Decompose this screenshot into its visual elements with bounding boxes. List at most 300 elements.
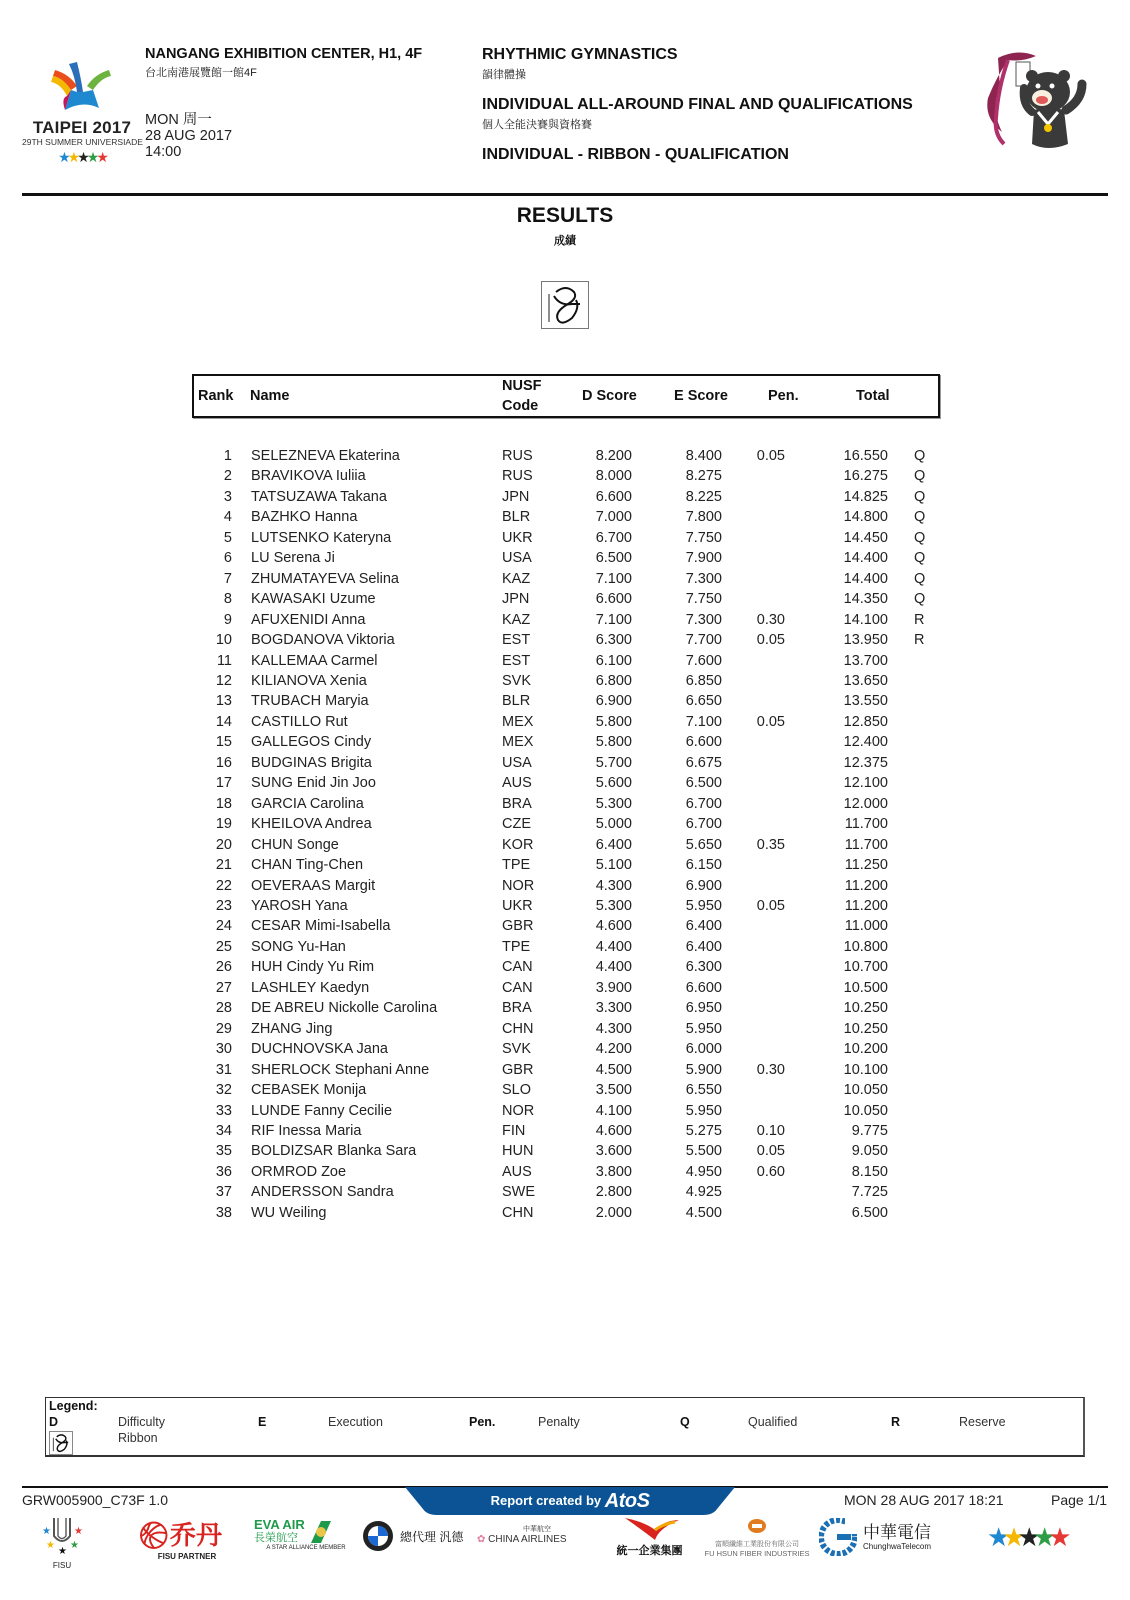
cell-nusf-code: TPE	[502, 857, 531, 874]
mascot-bear-icon	[978, 48, 1093, 156]
results-title: RESULTS	[516, 204, 614, 227]
cell-nusf-code: AUS	[502, 775, 532, 792]
cell-name: LUNDE Fanny Cecilie	[251, 1102, 393, 1119]
venue	[145, 46, 422, 80]
cell-total: 10.100	[843, 1061, 888, 1078]
sport-name-zh: 韻律體操	[482, 69, 526, 81]
cell-nusf-code: MEX	[502, 713, 534, 730]
cell-d-score: 6.600	[595, 591, 632, 608]
cell-rank: 7	[223, 570, 232, 587]
column-header-total: Total	[856, 388, 890, 404]
cell-e-score: 7.800	[685, 509, 722, 526]
cell-qualification: Q	[914, 488, 926, 505]
column-header-nusf-code	[502, 376, 541, 416]
cell-nusf-code: NOR	[502, 1102, 535, 1119]
uni-president-logo-icon	[615, 1516, 685, 1542]
table-row	[192, 957, 952, 977]
sponsor-qiaodan-label: FISU PARTNER	[157, 1552, 217, 1561]
cell-name: CESAR Mimi-Isabella	[251, 918, 391, 935]
cell-total: 14.800	[843, 509, 888, 526]
cell-total: 6.500	[851, 1204, 888, 1221]
table-row	[192, 1060, 952, 1080]
cell-nusf-code: KOR	[502, 836, 534, 853]
cell-rank: 4	[223, 509, 232, 526]
cell-e-score: 6.600	[685, 734, 722, 751]
column-header-d-score: D Score	[582, 388, 637, 404]
column-header-nusf: NUSF	[502, 378, 542, 394]
cell-d-score: 3.600	[595, 1143, 632, 1160]
plum-blossom-icon: ✿	[477, 1534, 486, 1545]
cell-e-score: 7.300	[685, 570, 722, 587]
table-row	[192, 1162, 952, 1182]
cell-e-score: 6.400	[685, 918, 722, 935]
cell-nusf-code: CHN	[502, 1020, 534, 1037]
sponsor-eva-air-text: EVA AIR	[254, 1517, 305, 1532]
cell-name: BOLDIZSAR Blanka Sara	[251, 1143, 417, 1160]
venue-name-en: NANGANG EXHIBITION CENTER, H1, 4F	[145, 46, 423, 62]
cell-total: 10.050	[843, 1102, 888, 1119]
cell-rank: 27	[215, 979, 232, 996]
cell-total: 11.000	[844, 918, 888, 935]
sponsor-fu-hsun	[702, 1518, 812, 1558]
event-datetime	[145, 112, 232, 160]
table-row	[192, 835, 952, 855]
cell-name: CASTILLO Rut	[251, 713, 348, 730]
sponsor-bmw	[362, 1520, 482, 1552]
cell-name: BAZHKO Hanna	[251, 509, 358, 526]
table-row	[192, 998, 952, 1018]
cell-rank: 21	[215, 857, 232, 874]
cell-d-score: 5.000	[595, 816, 632, 833]
report-credit-prefix: Report created by	[490, 1493, 602, 1508]
venue-name-zh: 台北南港展覽館一館4F	[145, 67, 257, 79]
svg-text:★: ★	[74, 1526, 83, 1537]
cell-nusf-code: FIN	[502, 1122, 526, 1139]
cell-nusf-code: JPN	[502, 591, 530, 608]
report-credit	[405, 1490, 735, 1512]
cell-rank: 14	[215, 713, 232, 730]
cell-name: RIF Inessa Maria	[251, 1122, 362, 1139]
cell-e-score: 5.950	[685, 897, 722, 914]
cell-penalty: 0.30	[756, 1061, 785, 1078]
cell-d-score: 8.000	[595, 468, 632, 485]
cell-qualification: Q	[914, 570, 926, 587]
table-row	[192, 1203, 952, 1223]
column-header-code: Code	[502, 398, 539, 414]
cell-e-score: 6.400	[685, 938, 722, 955]
cell-total: 8.150	[851, 1163, 888, 1180]
cell-nusf-code: USA	[502, 754, 532, 771]
cell-qualification: Q	[914, 529, 926, 546]
cell-rank: 26	[215, 959, 232, 976]
page-number: Page 1/1	[1051, 1492, 1108, 1508]
cell-e-score: 6.950	[685, 1000, 722, 1017]
cell-nusf-code: AUS	[502, 1163, 532, 1180]
table-row	[192, 528, 952, 548]
cell-d-score: 6.400	[595, 836, 632, 853]
cell-d-score: 5.800	[595, 734, 632, 751]
cell-e-score: 8.400	[685, 448, 722, 464]
cell-name: ANDERSSON Sandra	[251, 1184, 394, 1201]
cell-name: BOGDANOVA Viktoria	[251, 632, 395, 649]
cell-qualification: Q	[914, 468, 926, 485]
cell-qualification: Q	[914, 550, 926, 567]
sponsor-china-airlines	[477, 1524, 597, 1545]
cell-name: CEBASEK Monija	[251, 1082, 367, 1099]
legend-key-q: Q	[680, 1415, 690, 1429]
sponsor-china-airlines-text: CHINA AIRLINES	[488, 1534, 567, 1545]
cell-total: 11.250	[844, 857, 888, 874]
universiade-stars-footer-icon: ★★★★★	[987, 1522, 1064, 1552]
universiade-logo	[22, 56, 142, 166]
cell-e-score: 7.900	[685, 550, 722, 567]
cell-nusf-code: GBR	[502, 1061, 534, 1078]
event-day: MON 周一	[145, 112, 212, 128]
sponsor-eva-air-label: A STAR ALLIANCE MEMBER	[266, 1545, 346, 1551]
cell-qualification: R	[914, 632, 925, 649]
cell-e-score: 5.275	[685, 1122, 722, 1139]
cell-nusf-code: EST	[502, 632, 531, 649]
cell-e-score: 5.900	[685, 1061, 722, 1078]
cell-d-score: 4.600	[595, 918, 632, 935]
cell-nusf-code: TPE	[502, 938, 531, 955]
cell-e-score: 6.675	[685, 754, 722, 771]
cell-name: WU Weiling	[251, 1204, 327, 1221]
cell-nusf-code: SLO	[502, 1082, 532, 1099]
cell-nusf-code: USA	[502, 550, 532, 567]
cell-rank: 17	[215, 775, 232, 792]
sponsor-china-airlines-text-zh: 中華航空	[523, 1526, 551, 1533]
cell-nusf-code: SWE	[502, 1184, 536, 1201]
cell-d-score: 3.900	[595, 979, 632, 996]
cell-d-score: 5.700	[595, 754, 632, 771]
cell-rank: 34	[215, 1122, 232, 1139]
cell-rank: 23	[215, 897, 232, 914]
cell-rank: 10	[215, 632, 232, 649]
cell-d-score: 5.100	[595, 857, 632, 874]
cell-total: 14.400	[843, 550, 888, 567]
sponsor-eva-air-text-zh: 長榮航空	[254, 1532, 298, 1544]
table-row	[192, 814, 952, 834]
cell-nusf-code: GBR	[502, 918, 534, 935]
cell-nusf-code: EST	[502, 652, 531, 669]
universiade-stars-icon: ★★★★★	[58, 149, 106, 165]
cell-e-score: 6.150	[685, 857, 722, 874]
table-row	[192, 1019, 952, 1039]
cell-total: 9.775	[851, 1122, 888, 1139]
cell-nusf-code: UKR	[502, 897, 533, 914]
bmw-logo-icon	[362, 1520, 394, 1552]
cell-e-score: 6.550	[685, 1082, 722, 1099]
results-title-zh: 成績	[554, 235, 576, 247]
cell-rank: 11	[216, 652, 232, 669]
svg-text:★: ★	[58, 1546, 67, 1556]
results-table-header	[192, 374, 940, 418]
cell-total: 10.800	[843, 938, 888, 955]
table-row	[192, 732, 952, 752]
cell-d-score: 4.100	[595, 1102, 632, 1119]
cell-total: 11.700	[844, 836, 888, 853]
cell-name: TRUBACH Maryia	[251, 693, 369, 710]
cell-penalty: 0.05	[756, 448, 785, 464]
column-header-rank: Rank	[198, 388, 234, 404]
sponsor-chunghwa-telecom-text-zh: 中華電信	[863, 1523, 931, 1542]
cell-name: BUDGINAS Brigita	[251, 754, 372, 771]
legend-value-ribbon: Ribbon	[118, 1431, 158, 1445]
cell-rank: 38	[215, 1204, 232, 1221]
cell-rank: 16	[215, 754, 232, 771]
cell-e-score: 4.925	[685, 1184, 722, 1201]
cell-total: 16.550	[843, 448, 888, 464]
cell-rank: 24	[215, 918, 232, 935]
cell-rank: 19	[215, 816, 232, 833]
cell-e-score: 6.850	[685, 672, 722, 689]
cell-d-score: 4.200	[595, 1041, 632, 1058]
table-row	[192, 978, 952, 998]
cell-nusf-code: BRA	[502, 795, 532, 812]
table-row	[192, 1121, 952, 1141]
cell-name: KHEILOVA Andrea	[251, 816, 372, 833]
cell-name: GALLEGOS Cindy	[251, 734, 372, 751]
svg-text:★: ★	[42, 1526, 51, 1537]
legend-value-penalty: Penalty	[538, 1415, 580, 1429]
cell-rank: 15	[215, 734, 232, 751]
table-row	[192, 1080, 952, 1100]
sponsor-chunghwa-telecom	[819, 1518, 949, 1556]
fu-hsun-logo-icon	[747, 1518, 767, 1534]
cell-total: 13.650	[843, 672, 888, 689]
cell-nusf-code: KAZ	[502, 570, 531, 587]
cell-d-score: 2.000	[595, 1204, 632, 1221]
cell-total: 11.200	[844, 897, 888, 914]
cell-d-score: 6.600	[595, 488, 632, 505]
cell-name: YAROSH Yana	[251, 897, 348, 914]
sponsor-uni-president	[607, 1516, 692, 1558]
cell-e-score: 4.950	[685, 1163, 722, 1180]
cell-rank: 32	[215, 1082, 232, 1099]
table-row	[192, 712, 952, 732]
cell-qualification: Q	[914, 448, 926, 464]
cell-total: 11.700	[844, 816, 888, 833]
sponsor-fu-hsun-text: FU HSUN FIBER INDUSTRIES	[704, 1549, 810, 1558]
cell-e-score: 8.275	[685, 468, 722, 485]
table-row	[192, 896, 952, 916]
cell-total: 12.100	[843, 775, 888, 792]
cell-rank: 6	[223, 550, 232, 567]
cell-d-score: 6.300	[595, 632, 632, 649]
cell-rank: 28	[215, 1000, 232, 1017]
cell-total: 12.000	[843, 795, 888, 812]
cell-nusf-code: KAZ	[502, 611, 531, 628]
cell-e-score: 6.650	[685, 693, 722, 710]
cell-e-score: 6.700	[685, 816, 722, 833]
cell-d-score: 4.400	[595, 938, 632, 955]
cell-penalty: 0.30	[756, 611, 785, 628]
cell-nusf-code: BRA	[502, 1000, 532, 1017]
cell-penalty: 0.35	[756, 836, 785, 853]
cell-nusf-code: HUN	[502, 1143, 534, 1160]
cell-rank: 31	[215, 1061, 232, 1078]
cell-d-score: 3.500	[595, 1082, 632, 1099]
phase-name-en: INDIVIDUAL - RIBBON - QUALIFICATION	[482, 146, 789, 163]
table-row	[192, 773, 952, 793]
cell-total: 14.100	[843, 611, 888, 628]
cell-e-score: 6.000	[685, 1041, 722, 1058]
cell-name: DUCHNOVSKA Jana	[251, 1041, 388, 1058]
cell-d-score: 6.700	[595, 529, 632, 546]
cell-total: 14.825	[843, 488, 888, 505]
logo-title: TAIPEI 2017	[32, 118, 132, 137]
cell-nusf-code: SVK	[502, 1041, 532, 1058]
cell-name: OEVERAAS Margit	[251, 877, 376, 894]
sponsor-uni-president-text: 統一企業集團	[616, 1545, 683, 1557]
svg-text:★: ★	[46, 1540, 55, 1551]
sponsor-fisu	[34, 1516, 90, 1570]
cell-d-score: 7.100	[595, 611, 632, 628]
cell-e-score: 7.750	[685, 529, 722, 546]
cell-nusf-code: UKR	[502, 529, 533, 546]
cell-nusf-code: RUS	[502, 448, 533, 464]
table-row	[192, 691, 952, 711]
cell-nusf-code: MEX	[502, 734, 534, 751]
table-row	[192, 855, 952, 875]
column-header-penalty: Pen.	[768, 388, 799, 404]
svg-text:★: ★	[70, 1540, 79, 1551]
cell-d-score: 6.500	[595, 550, 632, 567]
table-row	[192, 1182, 952, 1202]
qiaodan-runner-icon: 🏀︎	[137, 1520, 171, 1550]
cell-e-score: 5.950	[685, 1020, 722, 1037]
cell-e-score: 6.300	[685, 959, 722, 976]
cell-nusf-code: RUS	[502, 468, 533, 485]
cell-nusf-code: BLR	[502, 509, 531, 526]
cell-d-score: 2.800	[595, 1184, 632, 1201]
legend	[45, 1397, 1085, 1457]
cell-rank: 13	[215, 693, 232, 710]
table-row	[192, 1101, 952, 1121]
cell-nusf-code: CAN	[502, 959, 533, 976]
legend-value-reserve: Reserve	[959, 1415, 1006, 1429]
cell-e-score: 6.700	[685, 795, 722, 812]
cell-name: HUH Cindy Yu Rim	[251, 959, 375, 976]
table-row	[192, 651, 952, 671]
document-code: GRW005900_C73F 1.0	[22, 1492, 169, 1508]
cell-nusf-code: CZE	[502, 816, 531, 833]
table-row	[192, 446, 952, 466]
cell-rank: 25	[215, 938, 232, 955]
cell-d-score: 4.300	[595, 877, 632, 894]
cell-name: LU Serena Ji	[251, 550, 335, 567]
legend-ribbon-icon	[49, 1431, 73, 1455]
cell-d-score: 5.300	[595, 795, 632, 812]
cell-total: 10.050	[843, 1082, 888, 1099]
cell-d-score: 7.000	[595, 509, 632, 526]
cell-name: KILIANOVA Xenia	[251, 672, 367, 689]
cell-rank: 18	[215, 795, 232, 812]
cell-e-score: 8.225	[685, 488, 722, 505]
legend-value-execution: Execution	[328, 1415, 383, 1429]
cell-d-score: 5.800	[595, 713, 632, 730]
cell-rank: 33	[215, 1102, 232, 1119]
cell-total: 13.550	[843, 693, 888, 710]
printed-timestamp: MON 28 AUG 2017 18:21	[844, 1492, 1004, 1508]
cell-d-score: 8.200	[595, 448, 632, 464]
cell-total: 10.500	[843, 979, 888, 996]
cell-e-score: 6.600	[685, 979, 722, 996]
header-divider	[22, 193, 1108, 196]
table-row	[192, 569, 952, 589]
table-row	[192, 487, 952, 507]
cell-nusf-code: JPN	[502, 488, 530, 505]
sponsor-bmw-text: 總代理 汎德	[400, 1529, 464, 1544]
cell-nusf-code: NOR	[502, 877, 535, 894]
cell-d-score: 3.300	[595, 1000, 632, 1017]
cell-d-score: 5.300	[595, 897, 632, 914]
cell-name: CHUN Songe	[251, 836, 339, 853]
table-row	[192, 876, 952, 896]
logo-subtitle: 29TH SUMMER UNIVERSIADE	[22, 137, 143, 147]
table-row	[192, 1141, 952, 1161]
atos-logo: AtoS	[604, 1490, 650, 1512]
cell-total: 11.200	[844, 877, 888, 894]
cell-e-score: 4.500	[685, 1204, 722, 1221]
legend-key-r: R	[891, 1415, 901, 1429]
fisu-logo-icon	[34, 1516, 90, 1556]
cell-e-score: 5.950	[685, 1102, 722, 1119]
cell-total: 10.250	[843, 1000, 888, 1017]
cell-name: BRAVIKOVA Iuliia	[251, 468, 366, 485]
column-header-e-score: E Score	[674, 388, 728, 404]
cell-rank: 9	[223, 611, 232, 628]
ribbon-icon	[541, 281, 589, 329]
cell-name: SELEZNEVA Ekaterina	[251, 448, 400, 464]
cell-total: 13.950	[843, 632, 888, 649]
cell-d-score: 4.400	[595, 959, 632, 976]
competition-name-zh: 個人全能決賽與資格賽	[482, 119, 592, 131]
table-row	[192, 937, 952, 957]
cell-penalty: 0.05	[756, 632, 785, 649]
cell-total: 10.700	[843, 959, 888, 976]
legend-key-d: D	[49, 1415, 59, 1429]
cell-e-score: 7.700	[685, 632, 722, 649]
cell-d-score: 4.600	[595, 1122, 632, 1139]
cell-total: 12.400	[843, 734, 888, 751]
cell-name: SHERLOCK Stephani Anne	[251, 1061, 430, 1078]
cell-total: 12.850	[843, 713, 888, 730]
cell-name: KALLEMAA Carmel	[251, 652, 378, 669]
cell-name: KAWASAKI Uzume	[251, 591, 376, 608]
cell-total: 12.375	[843, 754, 888, 771]
cell-e-score: 5.500	[685, 1143, 722, 1160]
sponsor-strip	[22, 1516, 1112, 1576]
table-row	[192, 753, 952, 773]
cell-d-score: 3.800	[595, 1163, 632, 1180]
cell-total: 16.275	[843, 468, 888, 485]
cell-rank: 30	[215, 1041, 232, 1058]
cell-name: ORMROD Zoe	[251, 1163, 347, 1180]
cell-total: 10.250	[843, 1020, 888, 1037]
cell-name: DE ABREU Nickolle Carolina	[251, 1000, 438, 1017]
cell-name: ZHANG Jing	[251, 1020, 333, 1037]
cell-nusf-code: CAN	[502, 979, 533, 996]
sponsor-eva-air	[254, 1518, 358, 1551]
cell-rank: 8	[223, 591, 232, 608]
cell-d-score: 6.800	[595, 672, 632, 689]
table-row	[192, 610, 952, 630]
competition-name-en: INDIVIDUAL ALL-AROUND FINAL AND QUALIFICATIONS	[482, 96, 913, 113]
cell-qualification: R	[914, 611, 925, 628]
cell-total: 9.050	[851, 1143, 888, 1160]
